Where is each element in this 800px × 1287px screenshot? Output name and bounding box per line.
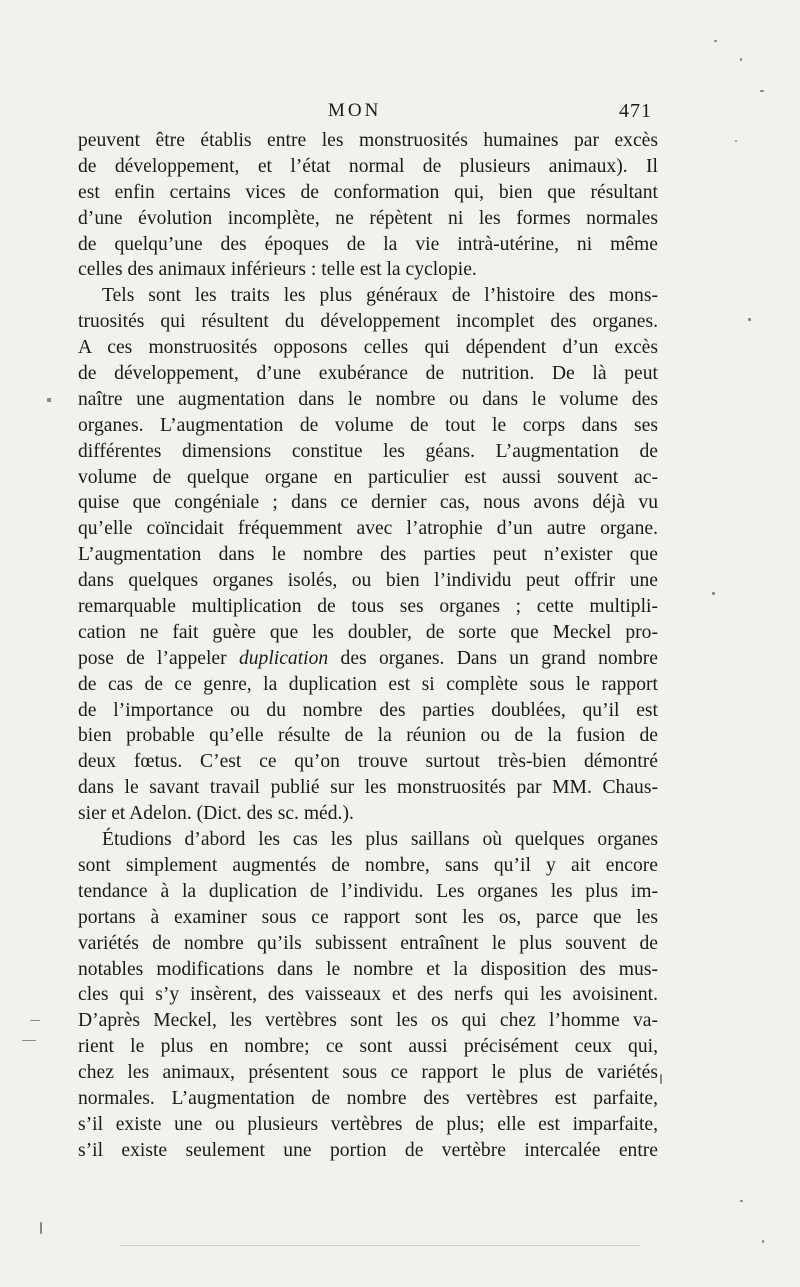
text-line: notables modifications dans le nombre et la disposition des mus- xyxy=(78,958,658,980)
text-line: de quelqu’une des époques de la vie intrà-utérine, ni même xyxy=(78,233,658,255)
text-line: L’augmentation dans le nombre des parties peut n’exister que xyxy=(78,544,658,566)
text-line: A ces monstruosités opposons celles qui dépendent d’un excès xyxy=(78,337,658,359)
text-line: D’après Meckel, les vertèbres sont les os qui chez l’homme va- xyxy=(78,1010,658,1032)
page-header xyxy=(78,100,658,130)
text-line: variétés de nombre qu’ils subissent entraînent le plus souvent de xyxy=(78,932,658,954)
text-line: dans le savant travail publié sur les monstruosités par MM. Chaus- xyxy=(78,777,658,799)
text-line: Tels sont les traits les plus généraux de l’histoire des mons- xyxy=(102,285,658,307)
text-line: deux fœtus. C’est ce qu’on trouve surtout très-bien démontré xyxy=(78,751,658,773)
text-line: tendance à la duplication de l’individu. Les organes les plus im- xyxy=(78,880,658,902)
text-line: différentes dimensions constitue les géans. L’augmentation de xyxy=(78,440,658,462)
text-line: sier et Adelon. (Dict. des sc. méd.). xyxy=(78,803,354,825)
text-line: remarquable multiplication de tous ses organes ; cette multipli- xyxy=(78,596,658,618)
text-line: bien probable qu’elle résulte de la réunion ou de la fusion de xyxy=(78,725,658,747)
text-line: naître une augmentation dans le nombre ou dans le volume des xyxy=(78,388,658,410)
text-line: normales. L’augmentation de nombre des vertèbres est parfaite, xyxy=(78,1087,658,1109)
text-line: organes. L’augmentation de volume de tout le corps dans ses xyxy=(78,414,658,436)
text-line: chez les animaux, présentent sous ce rapport le plus de variétés xyxy=(78,1062,658,1084)
text-line: de l’importance ou du nombre des parties doublées, qu’il est xyxy=(78,699,658,721)
page-number: 471 xyxy=(619,100,652,122)
text-line: peuvent être établis entre les monstruosités humaines par excès xyxy=(78,130,658,151)
body-text xyxy=(78,128,658,1164)
text-line: truosités qui résultent du développement incomplet des organes. xyxy=(78,311,658,333)
text-line: Étudions d’abord les cas les plus saillans où quelques organes xyxy=(102,829,658,851)
text-line: s’il existe une ou plusieurs vertèbres de plus; elle est imparfaite, xyxy=(78,1113,658,1135)
text-line: de développement, et l’état normal de plusieurs animaux). Il xyxy=(78,155,658,177)
italic-term: duplication xyxy=(238,647,329,669)
text-line: pose de l’appeler duplication des organes. Dans un grand nombre xyxy=(78,647,658,669)
running-head: MON xyxy=(328,100,382,121)
text-line: cation ne fait guère que les doubler, de sorte que Meckel pro- xyxy=(78,621,658,643)
text-line: de développement, d’une exubérance de nutrition. De là peut xyxy=(78,363,658,385)
text-line: de cas de ce genre, la duplication est si complète sous le rapport xyxy=(78,673,658,695)
text-line: qu’elle coïncidait fréquemment avec l’atrophie d’un autre organe. xyxy=(78,518,658,540)
text-line: d’une évolution incomplète, ne répètent ni les formes normales xyxy=(78,207,658,229)
text-line: est enfin certains vices de conformation qui, bien que résultant xyxy=(78,181,658,203)
text-line: volume de quelque organe en particulier est aussi souvent ac- xyxy=(78,466,658,488)
text-line: s’il existe seulement une portion de vertèbre intercalée entre xyxy=(78,1139,658,1161)
text-line: dans quelques organes isolés, ou bien l’individu peut offrir une xyxy=(78,570,658,592)
text-line: cles qui s’y insèrent, des vaisseaux et des nerfs qui les avoisinent. xyxy=(78,984,658,1006)
text-line: celles des animaux inférieurs : telle est la cyclopie. xyxy=(78,259,477,281)
text-line: sont simplement augmentés de nombre, sans qu’il y ait encore xyxy=(78,854,658,876)
text-line: quise que congéniale ; dans ce dernier cas, nous avons déjà vu xyxy=(78,492,658,514)
text-line: rient le plus en nombre; ce sont aussi précisément ceux qui, xyxy=(78,1036,658,1058)
text-line: portans à examiner sous ce rapport sont les os, parce que les xyxy=(78,906,658,928)
